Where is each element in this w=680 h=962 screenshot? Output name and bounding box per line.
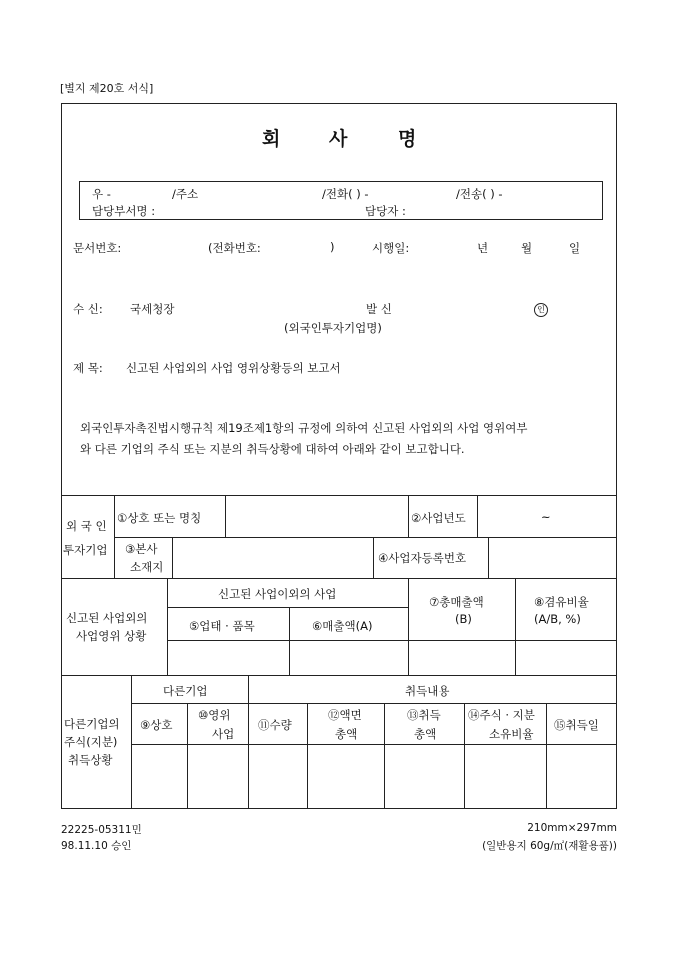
hq-address-label-line2: 소재지	[130, 560, 164, 574]
grid-line	[131, 703, 617, 704]
paper-size: 210mm×297mm	[527, 822, 617, 834]
business-type-header: ⑤업태 · 품목	[189, 619, 255, 633]
seal-text: 인	[534, 303, 548, 317]
seal-mark	[534, 301, 548, 317]
recipient-value: 국세청장	[130, 302, 175, 316]
fiscal-year-label: ②사업년도	[411, 511, 466, 525]
acquisition-amount-header-line1: ⑬취득	[407, 708, 441, 722]
person-in-charge: 담당자 :	[365, 204, 406, 218]
ratio-header-line1: ⑧겸유비율	[534, 595, 589, 609]
grid-line	[225, 495, 226, 537]
business-conducted-header-line2: 사업	[212, 727, 235, 741]
grid-line	[187, 703, 188, 809]
acquisition-details-header: 취득내용	[405, 684, 450, 698]
acquisition-amount-header-line2: 총액	[414, 727, 437, 741]
ownership-ratio-header-line2: 소유비율	[489, 727, 534, 741]
grid-line	[131, 675, 132, 809]
grid-line	[373, 537, 374, 578]
grid-line	[307, 703, 308, 809]
title-char-1: 회	[262, 128, 281, 150]
sales-a-header: ⑥매출액(A)	[312, 619, 373, 633]
grid-line	[248, 675, 249, 809]
face-value-header-line1: ⑫액면	[328, 708, 362, 722]
grid-line	[167, 640, 617, 641]
phone: /전화( ) -	[322, 187, 369, 201]
total-sales-header-line1: ⑦총매출액	[429, 595, 484, 609]
grid-line	[384, 703, 385, 809]
fiscal-year-separator: ~	[541, 510, 551, 524]
ratio-header-line2: (A/B, %)	[534, 612, 581, 626]
grid-line	[546, 703, 547, 809]
title-char-2: 사	[329, 128, 348, 150]
grid-line	[289, 607, 290, 675]
section2-label-line2: 사업영위 상황	[76, 629, 147, 643]
grid-line	[61, 495, 617, 496]
title-char-3: 명	[398, 128, 417, 150]
grid-line	[114, 495, 115, 578]
recipient-label: 수 신:	[73, 302, 103, 316]
subject-value: 신고된 사업외의 사업 영위상황등의 보고서	[126, 361, 341, 375]
section1-label-line1: 외 국 인	[66, 519, 107, 533]
form-code: 22225-05311민	[61, 824, 142, 836]
sender-label: 발 신	[366, 302, 392, 316]
phone-number-close: )	[330, 240, 335, 254]
form-label: [별지 제20호 서식]	[60, 82, 154, 95]
grid-line	[61, 675, 617, 676]
grid-line	[167, 607, 408, 608]
grid-line	[464, 703, 465, 809]
date-year: 년	[477, 241, 489, 255]
total-sales-header-line2: (B)	[455, 612, 472, 626]
grid-line	[131, 744, 617, 745]
postal-code: 우 -	[92, 187, 111, 201]
grid-line	[408, 495, 409, 537]
other-company-header: 다른기업	[163, 684, 208, 698]
approval-date: 98.11.10 승인	[61, 840, 132, 852]
paper-spec: (일반용지 60g/㎡(재활용품))	[482, 840, 617, 852]
business-regno-label: ④사업자등록번호	[378, 551, 467, 565]
grid-line	[167, 578, 168, 675]
face-value-header-line2: 총액	[335, 727, 358, 741]
fax: /전송( ) -	[456, 187, 503, 201]
body-line-2: 와 다른 기업의 주식 또는 지분의 취득상황에 대하여 아래와 같이 보고합니다.	[80, 442, 465, 456]
grid-line	[172, 537, 173, 578]
grid-line	[477, 495, 478, 537]
hq-address-label-line1: ③본사	[125, 542, 158, 556]
grid-line	[408, 578, 409, 675]
sender-org: (외국인투자기업명)	[284, 321, 382, 335]
grid-line	[61, 578, 617, 579]
company-trade-name-header: ⑨상호	[140, 718, 173, 732]
other-business-header: 신고된 사업이외의 사업	[218, 587, 337, 601]
date-day: 일	[569, 241, 581, 255]
date-month: 월	[521, 241, 533, 255]
quantity-header: ⑪수량	[258, 718, 292, 732]
body-line-1: 외국인투자촉진법시행규칙 제19조제1항의 규정에 의하여 신고된 사업외의 사업 영위여부	[80, 421, 528, 435]
grid-line	[114, 537, 617, 538]
section3-label-line2: 주식(지분)	[64, 735, 118, 749]
section2-label-line1: 신고된 사업외의	[66, 611, 148, 625]
phone-number: (전화번호:	[208, 241, 261, 255]
business-conducted-header-line1: ⑩영위	[198, 708, 231, 722]
company-name-label: ①상호 또는 명칭	[117, 511, 202, 525]
subject-label: 제 목:	[73, 361, 103, 375]
section3-label-line1: 다른기업의	[64, 717, 120, 731]
ownership-ratio-header-line1: ⑭주식 · 지분	[468, 708, 535, 722]
acquisition-date-header: ⑮취득일	[554, 718, 599, 732]
address: /주소	[172, 187, 199, 201]
section1-label-line2: 투자기업	[63, 543, 108, 557]
grid-line	[488, 537, 489, 578]
dept-name: 담당부서명 :	[92, 204, 156, 218]
issue-date: 시행일:	[372, 241, 410, 255]
section3-label-line3: 취득상황	[68, 753, 113, 767]
grid-line	[515, 578, 516, 675]
doc-number: 문서번호:	[73, 241, 122, 255]
